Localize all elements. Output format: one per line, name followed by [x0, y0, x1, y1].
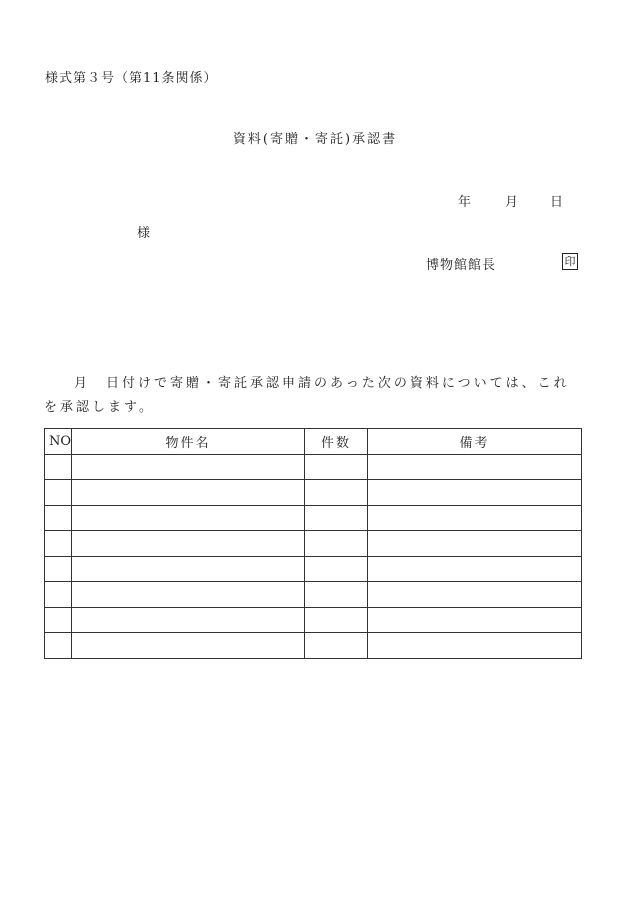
cell-count[interactable] — [305, 582, 368, 608]
header-item-name: 物件名 — [72, 429, 305, 455]
cell-item-name[interactable] — [72, 505, 305, 531]
header-no: NO — [45, 429, 72, 455]
cell-no[interactable] — [45, 480, 72, 506]
cell-no[interactable] — [45, 454, 72, 480]
addressee-suffix: 様 — [137, 226, 151, 241]
cell-remarks[interactable] — [368, 607, 582, 633]
cell-count[interactable] — [305, 607, 368, 633]
table-row — [45, 556, 582, 582]
document-title: 資料(寄贈・寄託)承認書 — [232, 132, 398, 147]
cell-count[interactable] — [305, 531, 368, 557]
approval-statement: 月 日付けで寄贈・寄託承認申請のあった次の資料については、これを承認します。 — [44, 376, 570, 415]
cell-count[interactable] — [305, 505, 368, 531]
table-row — [45, 607, 582, 633]
cell-item-name[interactable] — [72, 531, 305, 557]
cell-no[interactable] — [45, 633, 72, 659]
header-remarks: 備考 — [368, 429, 582, 455]
cell-count[interactable] — [305, 633, 368, 659]
date-year-label: 年 — [458, 195, 472, 210]
cell-item-name[interactable] — [72, 607, 305, 633]
table-header-row — [45, 429, 582, 455]
cell-no[interactable] — [45, 505, 72, 531]
date-month-label: 月 — [505, 195, 519, 210]
header-count: 件数 — [305, 429, 368, 455]
cell-no[interactable] — [45, 582, 72, 608]
sender-title: 博物館館長 — [426, 258, 497, 273]
cell-count[interactable] — [305, 556, 368, 582]
cell-remarks[interactable] — [368, 582, 582, 608]
table-row — [45, 454, 582, 480]
cell-remarks[interactable] — [368, 633, 582, 659]
cell-item-name[interactable] — [72, 582, 305, 608]
cell-remarks[interactable] — [368, 505, 582, 531]
seal-mark: 印 — [562, 253, 578, 270]
cell-item-name[interactable] — [72, 480, 305, 506]
table-row — [45, 633, 582, 659]
table-row — [45, 480, 582, 506]
date-day-label: 日 — [550, 195, 564, 210]
cell-count[interactable] — [305, 454, 368, 480]
cell-no[interactable] — [45, 607, 72, 633]
cell-count[interactable] — [305, 480, 368, 506]
items-table — [44, 428, 582, 659]
cell-remarks[interactable] — [368, 531, 582, 557]
cell-remarks[interactable] — [368, 454, 582, 480]
cell-no[interactable] — [45, 531, 72, 557]
cell-item-name[interactable] — [72, 633, 305, 659]
cell-remarks[interactable] — [368, 556, 582, 582]
cell-item-name[interactable] — [72, 556, 305, 582]
table-row — [45, 582, 582, 608]
table-row — [45, 505, 582, 531]
cell-item-name[interactable] — [72, 454, 305, 480]
form-number: 様式第３号（第11条関係） — [45, 71, 218, 86]
cell-no[interactable] — [45, 556, 72, 582]
table-row — [45, 531, 582, 557]
cell-remarks[interactable] — [368, 480, 582, 506]
